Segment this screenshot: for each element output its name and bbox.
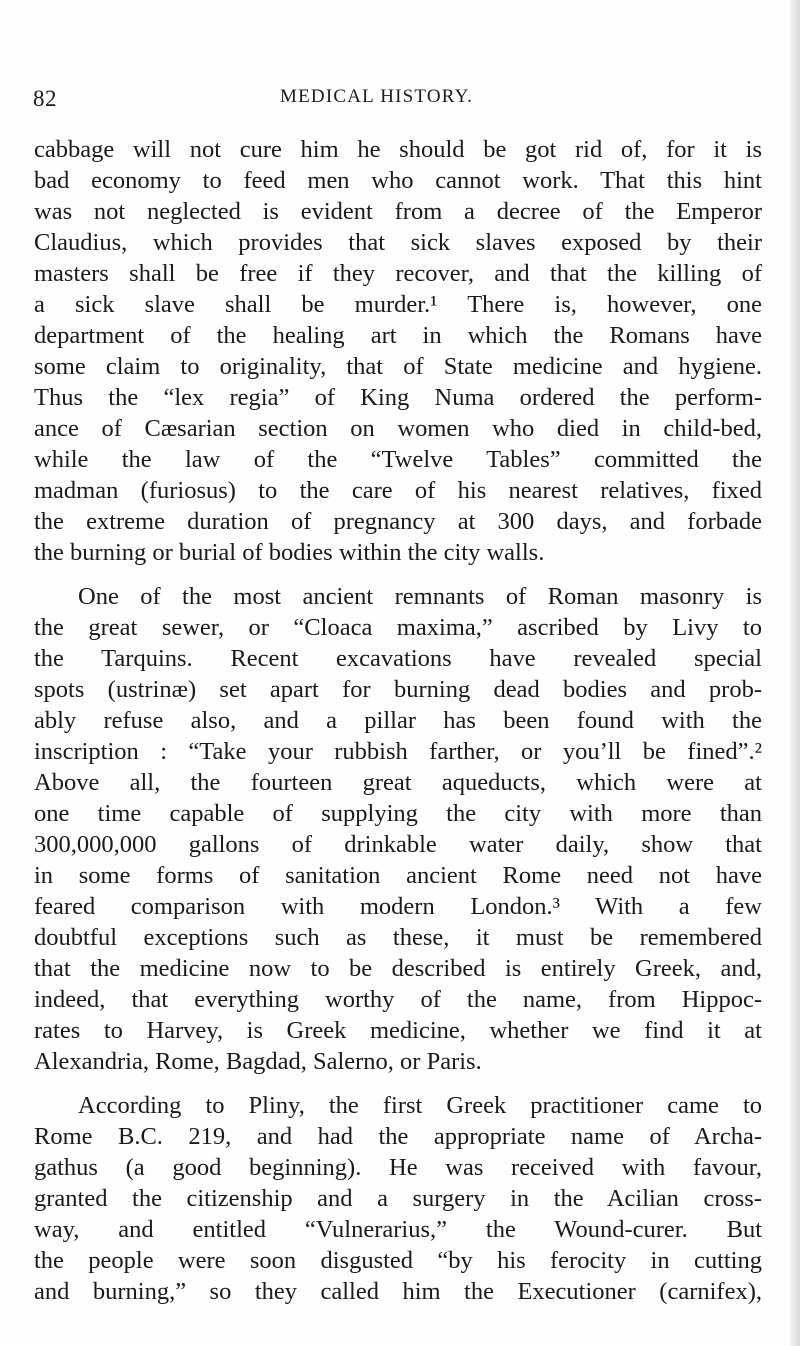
text-line: doubtful exceptions such as these, it must be remembered: [34, 924, 762, 951]
text-line: Claudius, which provides that sick slaves exposed by their: [34, 229, 762, 256]
text-line: one time capable of supplying the city with more than: [34, 800, 762, 827]
text-line: inscription : “Take your rubbish farther, or you’ll be fined”.²: [34, 738, 762, 765]
text-line: way, and entitled “Vulnerarius,” the Wound-curer. But: [34, 1216, 762, 1243]
text-line: Alexandria, Rome, Bagdad, Salerno, or Paris.: [34, 1048, 482, 1075]
text-line: Rome B.C. 219, and had the appropriate name of Archa-: [34, 1123, 762, 1150]
text-line: the burning or burial of bodies within the city walls.: [34, 539, 545, 566]
text-line: bad economy to feed men who cannot work. That this hint: [34, 167, 762, 194]
text-line: the great sewer, or “Cloaca maxima,” ascribed by Livy to: [34, 614, 762, 641]
text-line: feared comparison with modern London.³ With a few: [34, 893, 762, 920]
text-line: a sick slave shall be murder.¹ There is, however, one: [34, 291, 762, 318]
text-line: the Tarquins. Recent excavations have revealed special: [34, 645, 762, 672]
text-line: while the law of the “Twelve Tables” committed the: [34, 446, 762, 473]
text-line: the people were soon disgusted “by his ferocity in cutting: [34, 1247, 762, 1274]
text-line: Above all, the fourteen great aqueducts, which were at: [34, 769, 762, 796]
text-line: in some forms of sanitation ancient Rome need not have: [34, 862, 762, 889]
text-line: According to Pliny, the first Greek practitioner came to: [78, 1092, 762, 1119]
text-line: cabbage will not cure him he should be got rid of, for it is: [34, 136, 762, 163]
text-line: 300,000,000 gallons of drinkable water daily, show that: [34, 831, 762, 858]
text-line: One of the most ancient remnants of Roman masonry is: [78, 583, 762, 610]
text-line: was not neglected is evident from a decree of the Emperor: [34, 198, 762, 225]
text-line: spots (ustrinæ) set apart for burning dead bodies and prob-: [34, 676, 762, 703]
text-line: granted the citizenship and a surgery in the Acilian cross-: [34, 1185, 762, 1212]
text-line: the extreme duration of pregnancy at 300 days, and forbade: [34, 508, 762, 535]
page-number: 82: [33, 86, 57, 111]
text-line: rates to Harvey, is Greek medicine, whether we find it at: [34, 1017, 762, 1044]
text-line: indeed, that everything worthy of the name, from Hippoc-: [34, 986, 762, 1013]
text-line: that the medicine now to be described is entirely Greek, and,: [34, 955, 762, 982]
text-line: Thus the “lex regia” of King Numa ordered the perform-: [34, 384, 762, 411]
text-line: gathus (a good beginning). He was received with favour,: [34, 1154, 762, 1181]
text-line: madman (furiosus) to the care of his nearest relatives, fixed: [34, 477, 762, 504]
text-line: and burning,” so they called him the Executioner (carnifex),: [34, 1278, 762, 1305]
text-line: department of the healing art in which the Romans have: [34, 322, 762, 349]
page-edge-shadow: [790, 0, 800, 1346]
running-title: MEDICAL HISTORY.: [280, 86, 474, 107]
text-line: ably refuse also, and a pillar has been found with the: [34, 707, 762, 734]
text-line: ance of Cæsarian section on women who died in child-bed,: [34, 415, 762, 442]
text-line: some claim to originality, that of State medicine and hygiene.: [34, 353, 762, 380]
text-line: masters shall be free if they recover, and that the killing of: [34, 260, 762, 287]
